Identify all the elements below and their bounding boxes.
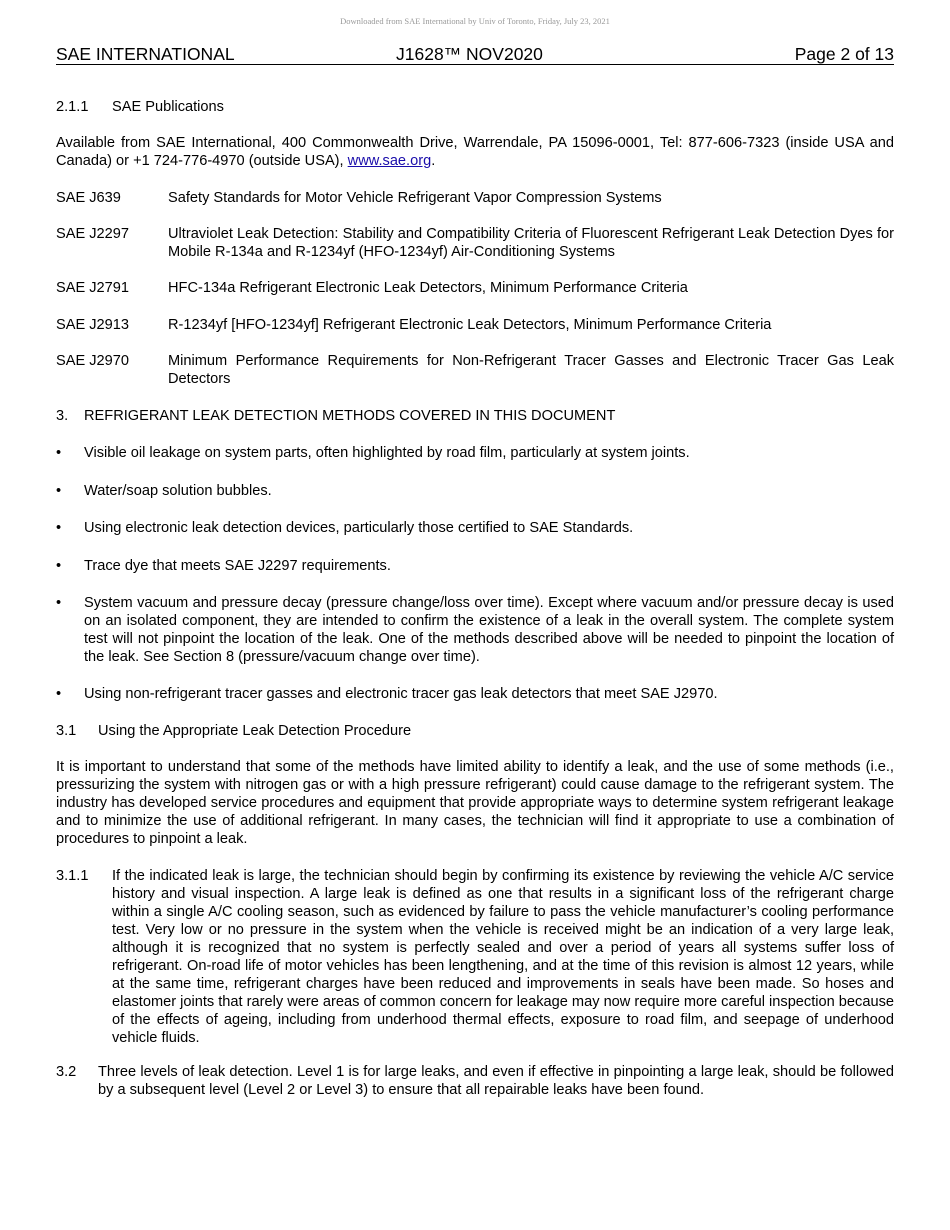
bullet-marker: • <box>56 686 62 702</box>
bullet-marker: • <box>56 483 62 499</box>
section-number: 2.1.1 <box>56 99 89 115</box>
reference-title: HFC-134a Refrigerant Electronic Leak Detectors, Minimum Performance Criteria <box>168 280 688 296</box>
list-item-text: Using non-refrigerant tracer gasses and electronic tracer gas leak detectors that meet SAE J2970. <box>84 686 718 702</box>
sae-website-link[interactable]: www.sae.org <box>347 153 432 169</box>
header-page-number: Page 2 of 13 <box>794 44 894 64</box>
reference-title: Ultraviolet Leak Detection: Stability and Compatibility Criteria of Fluorescent Refrigerant Leak Detection Dyes for Mobile R-134a and R-1234yf (HFO-1234yf) Air-Conditioning Systems <box>168 226 894 260</box>
reference-item <box>56 352 894 388</box>
page-header <box>56 44 894 65</box>
section-3-1-1-text: If the indicated leak is large, the technician should begin by confirming its existence by reviewing the vehicle A/C service history and visual inspection. A large leak is defined as one that results in a significant loss of the refrigerant charge within a single A/C cooling season, such as evidenced by failure to pass the vehicle manufacturer’s cooling performance test. Very low or no pressure in the system when the vehicle is received might be an indication of a very large leak, although it is recognized that no system is perfectly sealed and over a period of years all systems suffer loss of refrigerant. On-road life of motor vehicles has been lengthening, and at the time of this revision is almost 12 years, while at the same time, refrigerant charges have been reduced and improvements in seals have been made. So hoses and elastomer joints that rarely were areas of common concern for leakage may now require more careful inspection because of the effects of ageing, including from underhood thermal effects, exposure to road film, and seepage of underhood vehicle fluids. <box>112 868 894 1046</box>
header-document-id: J1628™ NOV2020 <box>396 44 543 64</box>
section-2-1-1-heading <box>56 98 894 116</box>
section-3-1-heading <box>56 722 894 740</box>
section-number: 3.1 <box>56 723 77 739</box>
section-number: 3.2 <box>56 1064 77 1080</box>
reference-title: R-1234yf [HFO-1234yf] Refrigerant Electronic Leak Detectors, Minimum Performance Criteria <box>168 317 772 333</box>
section-title: REFRIGERANT LEAK DETECTION METHODS COVERED IN THIS DOCUMENT <box>84 408 616 424</box>
list-item <box>56 482 894 500</box>
list-item-text: Trace dye that meets SAE J2297 requirements. <box>84 558 391 574</box>
list-item <box>56 594 894 666</box>
reference-code: SAE J2913 <box>56 317 130 333</box>
reference-title: Minimum Performance Requirements for Non-Refrigerant Tracer Gasses and Electronic Tracer Gas Leak Detectors <box>168 353 894 387</box>
bullet-marker: • <box>56 520 62 536</box>
reference-item <box>56 279 894 297</box>
section-3-1-1 <box>56 867 894 1047</box>
availability-text: Available from SAE International, 400 Commonwealth Drive, Warrendale, PA 15096-0001, Tel: 877-606-7323 (inside USA and Canada) or +1 724-776-4970 (outside USA), <box>56 135 894 169</box>
list-item-text: Water/soap solution bubbles. <box>84 483 272 499</box>
section-title: Using the Appropriate Leak Detection Procedure <box>98 723 412 739</box>
list-item-text: Visible oil leakage on system parts, often highlighted by road film, particularly at system joints. <box>84 445 690 461</box>
reference-code: SAE J2791 <box>56 280 130 296</box>
section-number: 3.1.1 <box>56 868 89 884</box>
section-number: 3. <box>56 408 69 424</box>
list-item-text: Using electronic leak detection devices, particularly those certified to SAE Standards. <box>84 520 634 536</box>
section-3-heading <box>56 407 894 425</box>
list-item-text: System vacuum and pressure decay (pressure change/loss over time). Except where vacuum and/or pressure decay is used on an isolated component, they are intended to confirm the existence of a leak in the overall system. The complete system test will not pinpoint the location of the leak. One of the methods described above will be needed to pinpoint the location of the leak. See Section 8 (pressure/vacuum change over time). <box>84 595 894 665</box>
list-item <box>56 557 894 575</box>
bullet-marker: • <box>56 595 62 611</box>
section-3-2 <box>56 1063 894 1099</box>
availability-paragraph <box>56 134 894 170</box>
reference-code: SAE J2970 <box>56 353 130 369</box>
reference-item <box>56 225 894 261</box>
list-item <box>56 685 894 703</box>
reference-code: SAE J2297 <box>56 226 130 242</box>
reference-title: Safety Standards for Motor Vehicle Refrigerant Vapor Compression Systems <box>168 190 662 206</box>
reference-code: SAE J639 <box>56 190 121 206</box>
section-3-1-paragraph: It is important to understand that some of the methods have limited ability to identify a leak, and the use of some methods (i.e., pressurizing the system with nitrogen gas or with a high pressure refrigerant) could cause damage to the refrigerant system. The industry has developed service procedures and equipment that provide appropriate ways to determine system refrigerant leakage and to minimize the use of additional refrigerant. In many cases, the technician will find it appropriate to use a combination of procedures to pinpoint a leak. <box>56 759 894 847</box>
bullet-marker: • <box>56 445 62 461</box>
section-3-2-text: Three levels of leak detection. Level 1 is for large leaks, and even if effective in pinpointing a large leak, should be followed by a subsequent level (Level 2 or Level 3) to ensure that all repairable leaks have been found. <box>98 1064 894 1098</box>
header-publisher: SAE INTERNATIONAL <box>56 44 235 64</box>
reference-item <box>56 316 894 334</box>
reference-item <box>56 189 894 207</box>
bullet-marker: • <box>56 558 62 574</box>
availability-end: . <box>431 153 436 169</box>
download-watermark: Downloaded from SAE International by Univ of Toronto, Friday, July 23, 2021 <box>340 16 610 26</box>
list-item <box>56 519 894 537</box>
section-title: SAE Publications <box>112 99 224 115</box>
list-item <box>56 444 894 462</box>
